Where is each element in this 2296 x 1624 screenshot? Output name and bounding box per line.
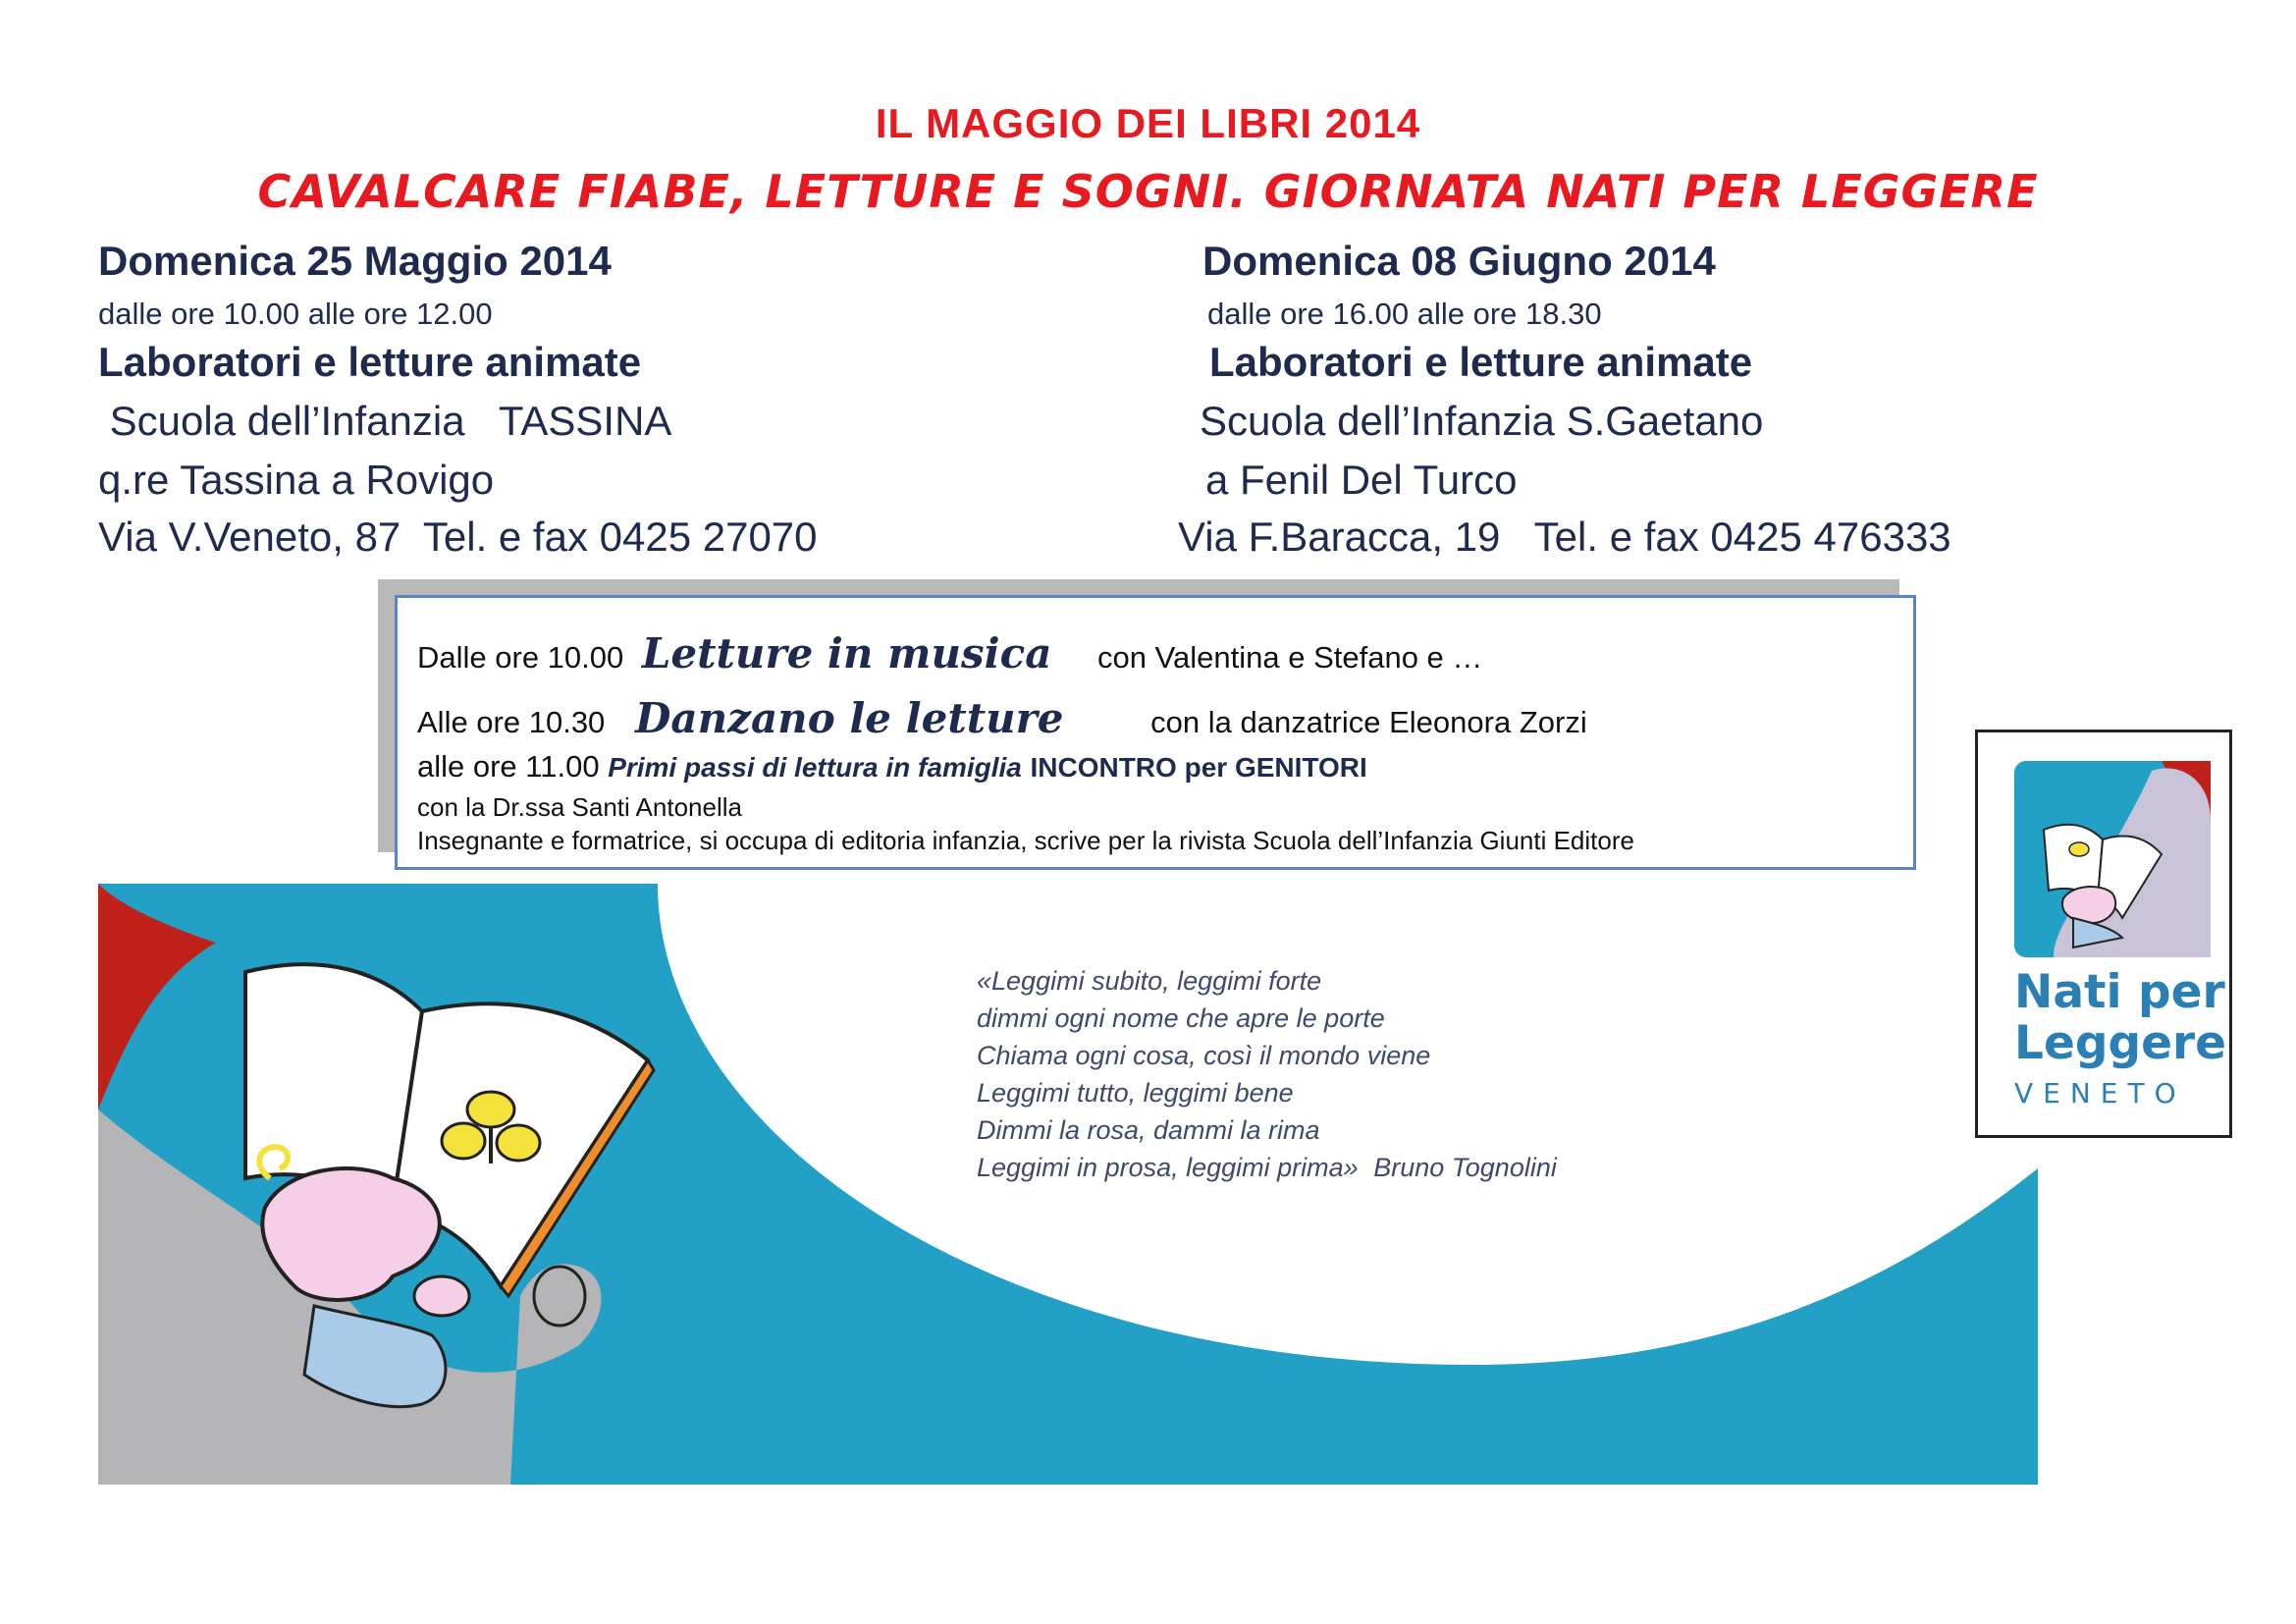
poem <box>977 962 1557 1186</box>
left-hours: dalle ore 10.00 alle ore 12.00 <box>98 297 493 331</box>
program-line-1: Dalle ore 10.00 Letture in musica con Valentina e Stefano e … <box>417 629 1483 677</box>
program-line-4: con la Dr.ssa Santi Antonella <box>417 792 742 822</box>
program-line-2: Alle ore 10.30 Danzano le letture con la danzatrice Eleonora Zorzi <box>417 694 1587 742</box>
logo-text: Nati per Leggere <box>2014 965 2227 1070</box>
poem-author: Bruno Tognolini <box>1373 1153 1557 1182</box>
logo-reading-icon <box>2014 761 2211 957</box>
program-line-3: alle ore 11.00 Primi passi di lettura in famiglia INCONTRO per GENITORI <box>417 749 1367 784</box>
right-address: Via F.Baracca, 19 Tel. e fax 0425 476333 <box>1178 514 1951 560</box>
poem-line: Leggimi tutto, leggimi bene <box>977 1078 1294 1108</box>
left-school: Scuola dell’Infanzia TASSINA <box>98 398 672 444</box>
poem-line: Dimmi la rosa, dammi la rima <box>977 1115 1320 1145</box>
program-line-5: Insegnante e formatrice, si occupa di editoria infanzia, scrive per la rivista Scuola dell’Infanzia Giunti Editore <box>417 826 1634 855</box>
program-box <box>395 595 1916 870</box>
poem-line: Chiama ogni cosa, così il mondo viene <box>977 1041 1431 1070</box>
logo-region: VENETO <box>2014 1077 2186 1110</box>
right-school: Scuola dell’Infanzia S.Gaetano <box>1200 398 1764 444</box>
left-address: Via V.Veneto, 87 Tel. e fax 0425 27070 <box>98 514 818 560</box>
left-activity: Laboratori e letture animate <box>98 339 642 385</box>
right-date: Domenica 08 Giugno 2014 <box>1202 238 1716 284</box>
right-area: a Fenil Del Turco <box>1205 457 1518 503</box>
left-area: q.re Tassina a Rovigo <box>98 457 495 503</box>
letture-in-musica-title: Letture in musica <box>641 629 1052 677</box>
main-title: IL MAGGIO DEI LIBRI 2014 <box>875 100 1421 146</box>
poem-line: Leggimi in prosa, leggimi prima» Bruno Tognolini <box>977 1153 1557 1182</box>
danzano-le-letture-title: Danzano le letture <box>634 694 1064 742</box>
subtitle: CAVALCARE FIABE, LETTURE E SOGNI. GIORNATA NATI PER LEGGERE <box>257 165 2039 218</box>
right-activity: Laboratori e letture animate <box>1209 339 1753 385</box>
primi-passi-title: Primi passi di lettura in famiglia <box>608 752 1022 783</box>
poem-line: dimmi ogni nome che apre le porte <box>977 1003 1385 1033</box>
right-hours: dalle ore 16.00 alle ore 18.30 <box>1207 297 1602 331</box>
poem-line: «Leggimi subito, leggimi forte <box>977 966 1322 996</box>
left-date: Domenica 25 Maggio 2014 <box>98 238 612 284</box>
